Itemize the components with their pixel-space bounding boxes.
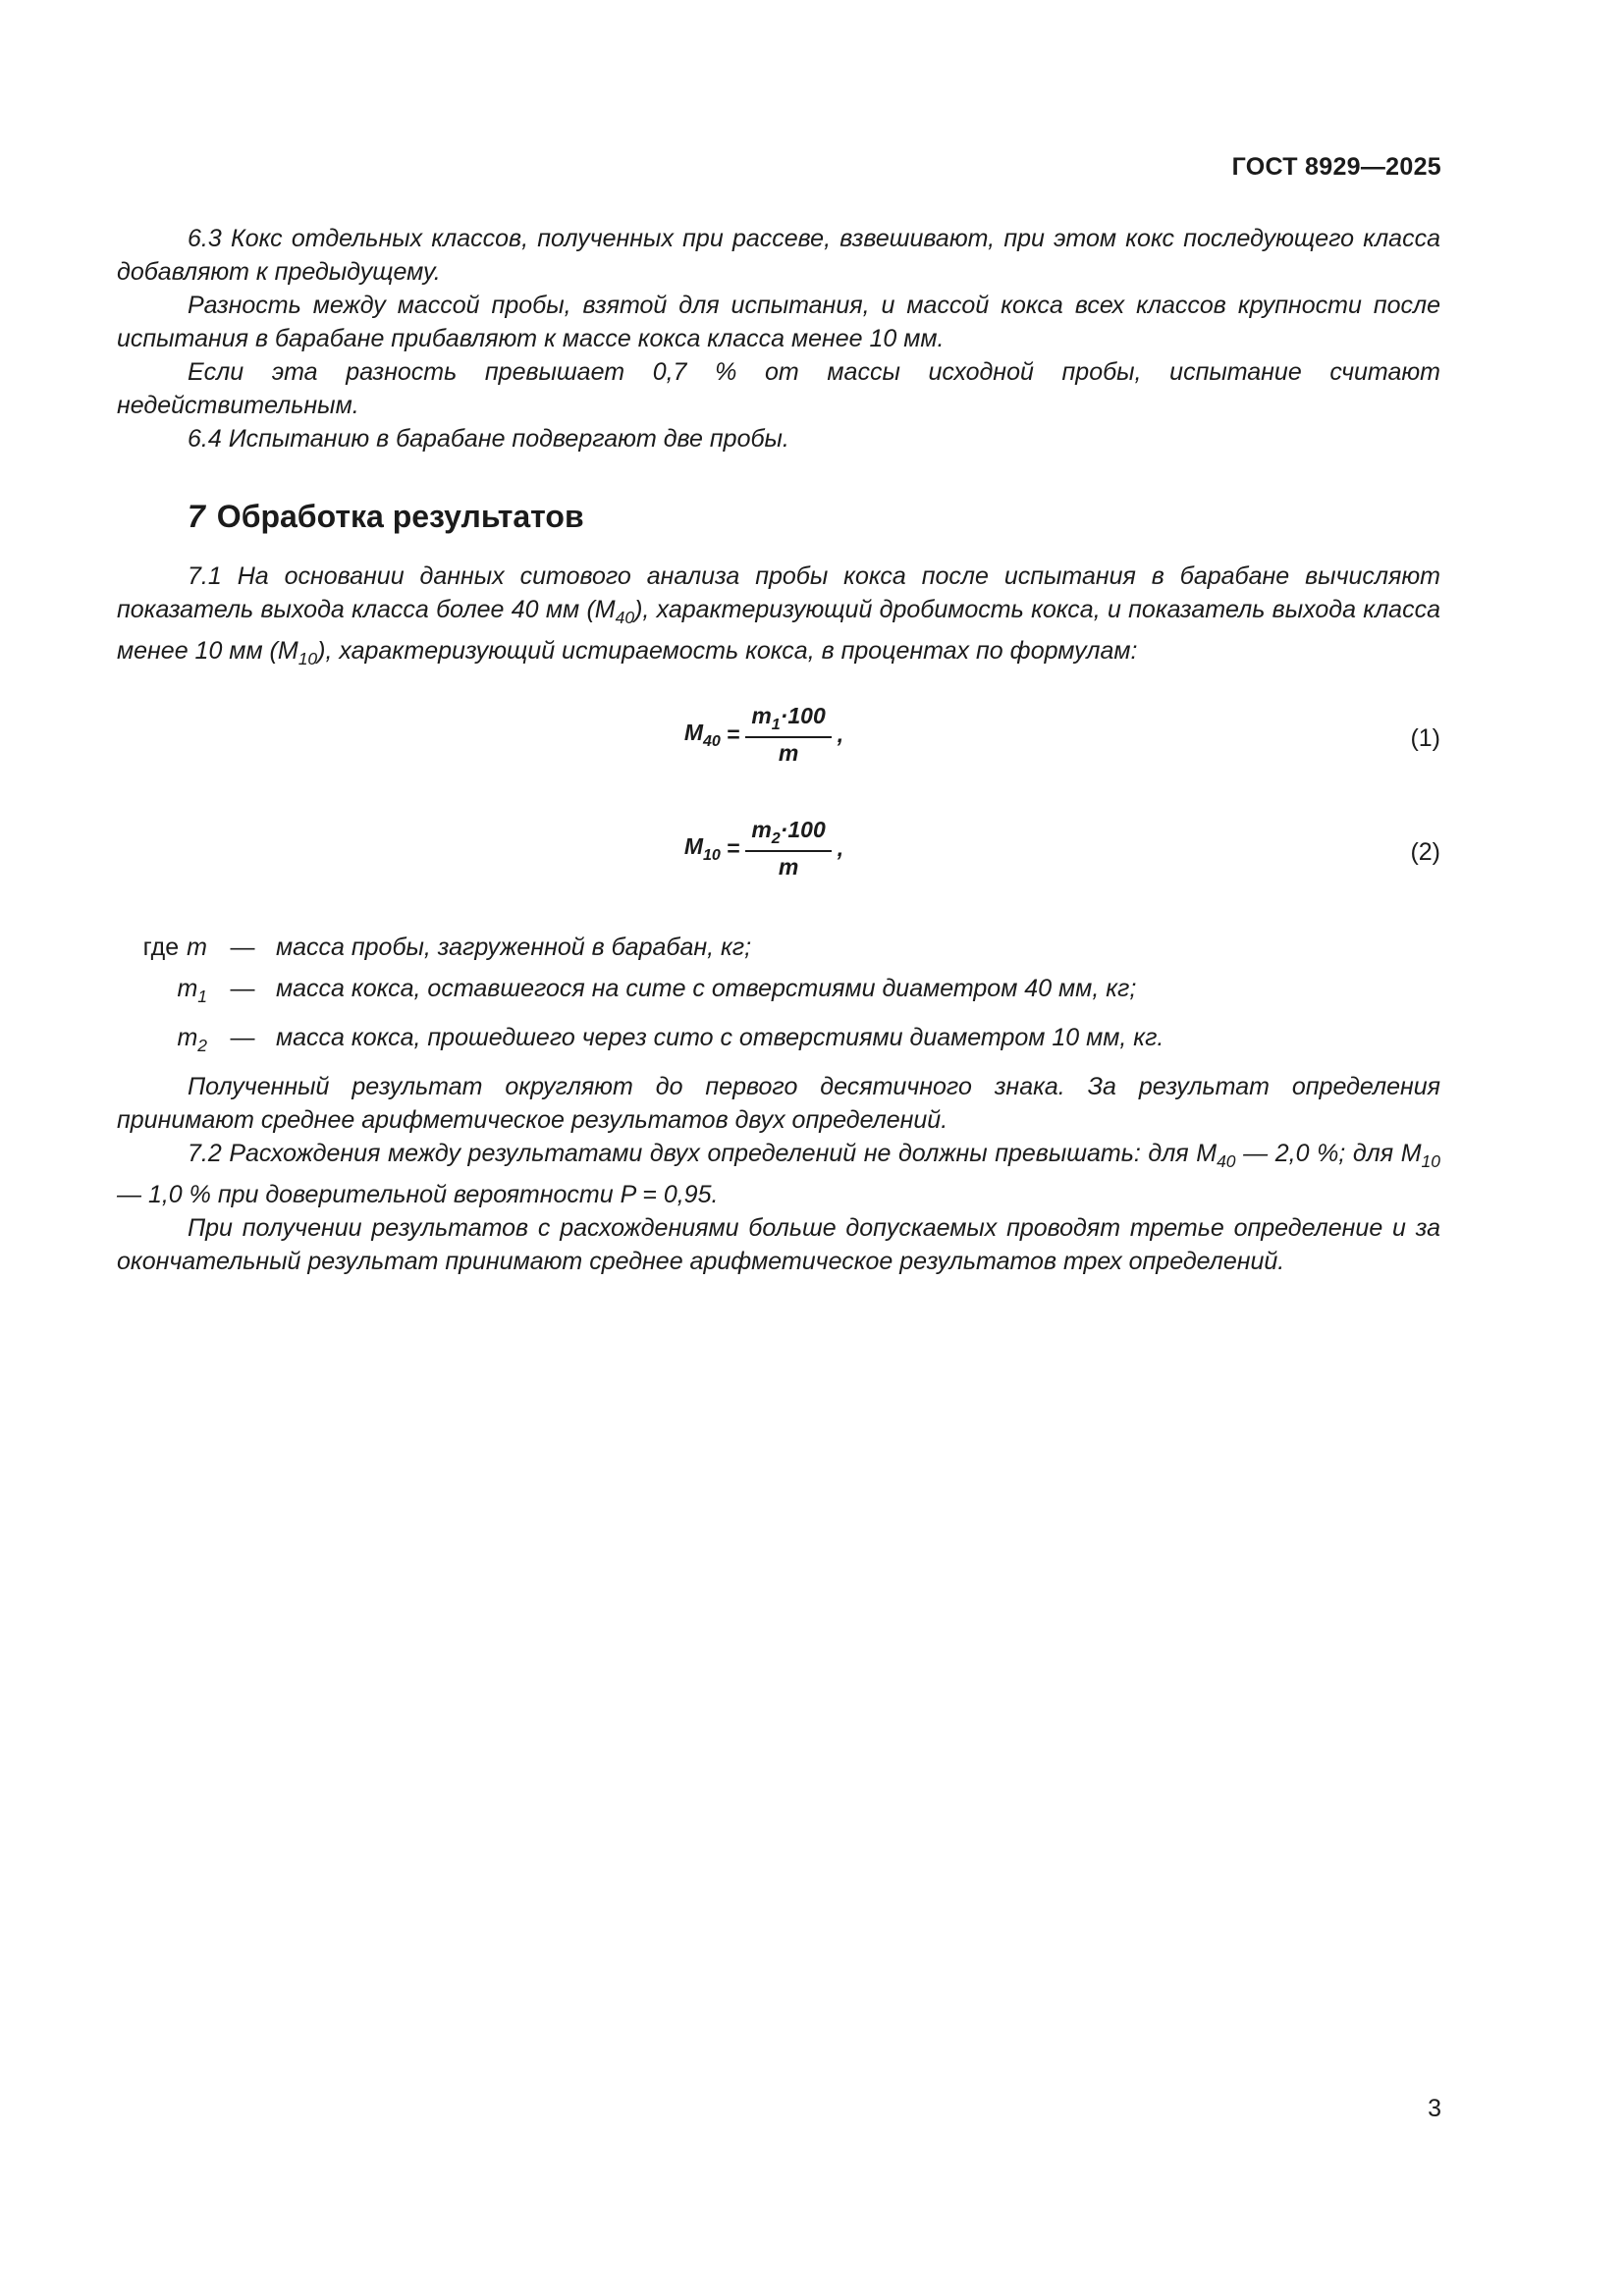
formula-2-fraction [745, 817, 831, 881]
formula-1-num-rest: ·100 [780, 703, 826, 728]
formula-2-lhs [684, 833, 721, 865]
paragraph-6-3: 6.3 Кокс отдельных классов, полученных при рассеве, взвешивают, при этом кокс последующего класса добавляют к предыдущему. [117, 225, 1440, 286]
formula-2-denominator: m [778, 854, 799, 880]
formula-2-numerator [745, 817, 831, 852]
formula-1-num-sub: 1 [771, 716, 781, 733]
symbol-sub: 1 [197, 987, 207, 1006]
symbol-m: m [187, 934, 207, 961]
formula-1 [117, 703, 1440, 781]
standard-code: ГОСТ 8929—2025 [1231, 153, 1441, 181]
formula-2-number: (2) [1410, 838, 1440, 866]
section-number: 7 [188, 499, 205, 534]
definitions-list [117, 931, 1440, 1062]
definition-m2 [117, 1021, 1440, 1062]
formula-1-numerator [745, 703, 831, 738]
formula-1-expression [117, 703, 1440, 767]
definition-dash: — [230, 934, 255, 961]
formula-2-lhs-sub: 10 [702, 845, 721, 864]
definition-prefix: где [142, 934, 180, 961]
paragraph-7-2 [117, 1137, 1440, 1211]
formula-1-fraction [745, 703, 831, 767]
definition-dash: — [230, 975, 255, 1002]
paragraph-7-1 [117, 560, 1440, 675]
formula-1-number: (1) [1410, 724, 1440, 752]
formula-2-equals: = [726, 835, 740, 861]
p72-sub-10: 10 [1421, 1151, 1440, 1171]
formula-1-denominator: m [778, 740, 799, 766]
formula-1-comma: , [837, 721, 844, 747]
definition-symbol [117, 931, 219, 964]
p71-sub-40: 40 [615, 608, 635, 627]
p72-part-a: 7.2 Расхождения между результатами двух определений не должны превышать: для M [188, 1140, 1218, 1167]
formula-1-equals: = [726, 721, 740, 747]
definition-symbol [117, 972, 219, 1013]
definition-text: масса кокса, прошедшего через сито с отверстиями диаметром 10 мм, кг. [276, 1024, 1164, 1051]
p71-sub-10: 10 [298, 649, 318, 668]
p71-part-a: 7.1 На основании данных ситового анализа пробы кокса после испытания в барабане вычисляют показатель выхода класса более 40 мм (M [117, 562, 1440, 623]
p72-sub-40: 40 [1217, 1151, 1236, 1171]
page-number: 3 [1428, 2095, 1441, 2122]
p72-part-b: — 2,0 %; для M [1235, 1140, 1422, 1167]
section-title: Обработка результатов [216, 499, 584, 534]
definition-text: масса пробы, загруженной в барабан, кг; [276, 934, 752, 961]
definition-symbol [117, 1021, 219, 1062]
formula-1-num-symbol: m [751, 703, 772, 728]
formula-2-num-sub: 2 [771, 829, 781, 847]
definition-m [117, 931, 1440, 964]
symbol-sub: 2 [197, 1036, 207, 1055]
paragraph-rounding: Полученный результат округляют до первого десятичного знака. За результат определения принимают среднее арифметическое результатов двух определений. [117, 1073, 1440, 1134]
p72-part-c: — 1,0 % при доверительной вероятности P = 0,95. [117, 1181, 719, 1208]
paragraph-third-determination: При получении результатов с расхождениями больше допускаемых проводят третье определение и за окончательный результат принимают среднее арифметическое результатов трех определений. [117, 1214, 1440, 1275]
section-7-heading [188, 497, 1440, 536]
paragraph-mass-difference: Разность между массой пробы, взятой для испытания, и массой кокса всех классов крупности после испытания в барабане прибавляют к массе кокса класса менее 10 мм. [117, 292, 1440, 352]
paragraph-6-4: 6.4 Испытанию в барабане подвергают две пробы. [188, 425, 789, 453]
formula-1-lhs-sub: 40 [702, 731, 721, 750]
formula-1-lhs [684, 720, 721, 751]
formula-1-inner [684, 703, 843, 767]
page-content [117, 222, 1440, 1278]
definition-text: масса кокса, оставшегося на сите с отверстиями диаметром 40 мм, кг; [276, 975, 1137, 1002]
formula-2-lhs-symbol: M [683, 832, 703, 859]
formula-2-comma: , [837, 835, 844, 861]
formula-2 [117, 817, 1440, 895]
formula-2-num-symbol: m [751, 817, 772, 842]
p71-part-c: ), характеризующий истираемость кокса, в процентах по формулам: [317, 637, 1138, 665]
formula-1-lhs-symbol: M [683, 719, 703, 745]
formula-2-num-rest: ·100 [780, 817, 826, 842]
definition-m1 [117, 972, 1440, 1013]
formula-2-expression [117, 817, 1440, 881]
paragraph-invalid-test: Если эта разность превышает 0,7 % от массы исходной пробы, испытание считают недействительным. [117, 358, 1440, 419]
p71-part-b: ), характеризующий дробимость кокса, и показатель выхода класса менее 10 мм (M [117, 596, 1440, 665]
definition-dash: — [230, 1024, 255, 1051]
symbol-m: m [177, 1024, 198, 1051]
symbol-m: m [177, 975, 198, 1002]
formula-2-inner [684, 817, 843, 881]
